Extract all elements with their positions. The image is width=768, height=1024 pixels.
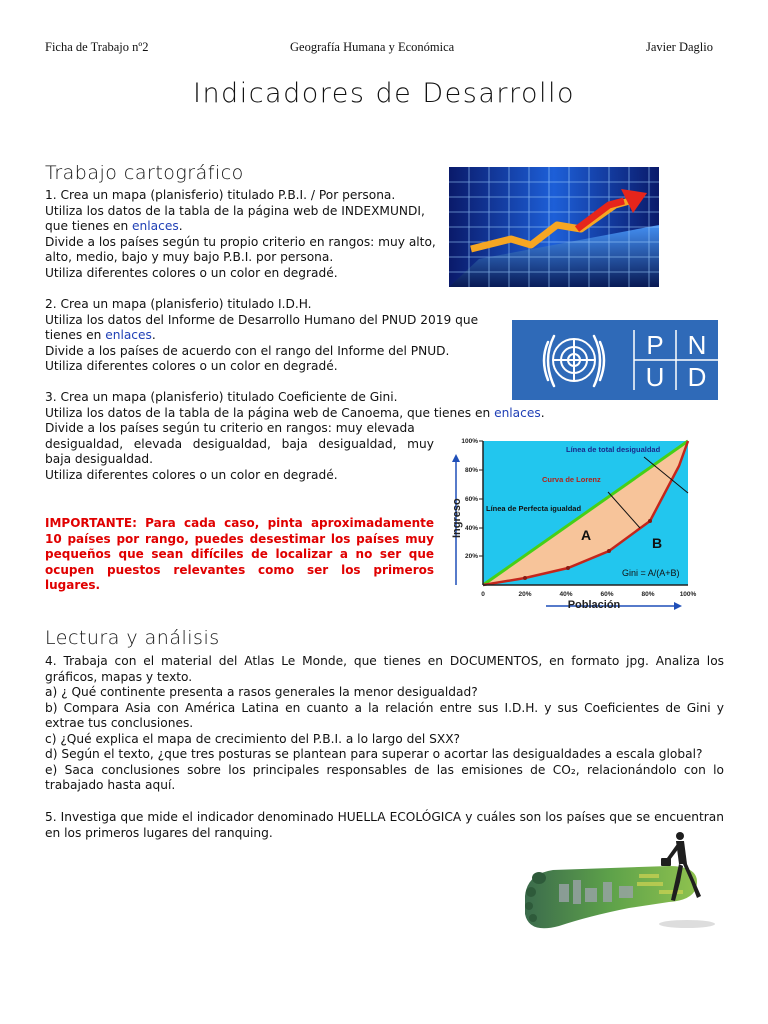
task-3 xyxy=(45,390,545,421)
total-inequality-label: Línea de total desigualdad xyxy=(566,445,661,454)
task-2-line: tienes en enlaces. xyxy=(45,328,156,342)
task-4 xyxy=(45,654,724,794)
y-tick-label: 40% xyxy=(464,525,478,532)
task-2-line: 2. Crea un mapa (planisferio) titulado I.D.H. xyxy=(45,297,312,311)
section-heading-cartografico: Trabajo cartográfico xyxy=(45,162,244,184)
x-tick-label: 0 xyxy=(481,591,485,598)
header-subject: Geografía Humana y Económica xyxy=(290,40,455,54)
important-note: IMPORTANTE: Para cada caso, pinta aproximadamente 10 países por rango, puedes desestimar los países muy pequeños que sean difíciles de localizar a no ser que ocupen puestos relevantes como ser los primeros lugares. xyxy=(45,516,434,592)
task-3-line: desigualdad, elevada desigualdad, baja desigualdad, muy xyxy=(45,436,434,451)
enlaces-link[interactable]: enlaces xyxy=(105,328,152,342)
un-emblem-icon xyxy=(512,320,718,400)
task-3-line: Divide a los países según tu criterio en rangos: muy elevada xyxy=(45,421,415,435)
pnud-letter: P xyxy=(646,330,664,360)
task-3-line: Utiliza diferentes colores o un color en degradé. xyxy=(45,467,338,482)
equality-line-label: Línea de Perfecta igualdad xyxy=(486,504,582,513)
task-1-line: que tienes en enlaces. xyxy=(45,219,183,233)
task-3-ranges xyxy=(45,421,434,483)
pnud-letter: D xyxy=(687,362,707,392)
task-2 xyxy=(45,297,478,375)
task-2-line: Divide a los países de acuerdo con el rango del Informe del PNUD. xyxy=(45,343,450,358)
enlaces-link[interactable]: enlaces xyxy=(132,219,179,233)
task-1-line: Divide a los países según tu propio criterio en rangos: muy alto, xyxy=(45,234,436,249)
un-pnud-logo xyxy=(512,320,718,400)
pnud-letter: N xyxy=(687,330,707,360)
pnud-letter: U xyxy=(645,362,665,392)
lorenz-curve-label: Curva de Lorenz xyxy=(542,475,601,484)
area-a-label: A xyxy=(581,527,592,543)
y-tick-label: 60% xyxy=(464,496,478,503)
task-2-line: Utiliza diferentes colores o un color en degradé. xyxy=(45,359,338,373)
task-3-line: baja desigualdad. xyxy=(45,452,154,466)
task-4-question: d) Según el texto, ¿que tres posturas se plantean para superar o acortar las desigualdades a escala global? xyxy=(45,747,703,761)
x-tick-label: 40% xyxy=(559,591,573,598)
ecological-footprint-image xyxy=(519,830,724,936)
header-worksheet: Ficha de Trabajo nº2 xyxy=(45,40,149,54)
task-4-question: c) ¿Qué explica el mapa de crecimiento del P.B.I. a lo largo del SXX? xyxy=(45,731,461,746)
page-header xyxy=(45,40,713,58)
y-tick-label: 100% xyxy=(461,438,478,445)
enlaces-link[interactable]: enlaces xyxy=(494,405,541,420)
task-1-line: Utiliza los datos de la tabla de la página web de INDEXMUNDI, xyxy=(45,203,425,218)
lorenz-curve-chart xyxy=(436,430,708,612)
area-b-label: B xyxy=(652,535,663,551)
task-3-line: 3. Crea un mapa (planisferio) titulado Coeficiente de Gini. xyxy=(45,390,398,404)
y-axis-label: Ingreso xyxy=(451,498,463,538)
x-axis-label: Población xyxy=(567,599,621,611)
x-tick-label: 80% xyxy=(641,591,655,598)
task-4-question: b) Compara Asia con América Latina en cuanto a la relación entre sus I.D.H. y sus Coeficientes de Gini y extrae tus conclusiones. xyxy=(45,700,724,730)
task-4-question: e) Saca conclusiones sobre los principales responsables de las emisiones de CO₂, relacionándolo con lo trabajado hasta aquí. xyxy=(45,762,724,792)
rising-arrow-chart-image xyxy=(449,167,659,287)
task-4-question: a) ¿ Qué continente presenta a rasos generales la menor desigualdad? xyxy=(45,685,478,699)
task-1-line: alto, medio, bajo y muy bajo P.B.I. por persona. xyxy=(45,250,334,264)
task-3-line: Utiliza los datos de la tabla de la página web de Canoema, que tienes en enlaces. xyxy=(45,405,545,420)
task-1-line: Utiliza diferentes colores o un color en degradé. xyxy=(45,265,338,280)
page-title: Indicadores de Desarrollo xyxy=(192,78,576,109)
x-tick-label: 60% xyxy=(600,591,614,598)
y-tick-label: 20% xyxy=(464,553,478,560)
task-1-line: 1. Crea un mapa (planisferio) titulado P.B.I. / Por persona. xyxy=(45,188,396,202)
x-tick-label: 20% xyxy=(518,591,532,598)
y-tick-label: 80% xyxy=(464,467,478,474)
gini-formula: Gini = A/(A+B) xyxy=(622,568,680,578)
section-heading-lectura: Lectura y análisis xyxy=(45,627,220,649)
x-tick-label: 100% xyxy=(679,591,697,598)
header-author: Javier Daglio xyxy=(646,40,713,54)
task-1 xyxy=(45,188,436,281)
task-2-line: Utiliza los datos del Informe de Desarrollo Humano del PNUD 2019 que xyxy=(45,312,479,327)
task-5: 5. Investiga que mide el indicador denominado HUELLA ECOLÓGICA y cuáles son los países que se encuentran en los primeros lugares del ranquing. xyxy=(45,810,724,840)
task-4-intro: 4. Trabaja con el material del Atlas Le Monde, que tienes en DOCUMENTOS, en formato jpg. Analiza los gráficos, mapas y texto. xyxy=(45,654,724,684)
